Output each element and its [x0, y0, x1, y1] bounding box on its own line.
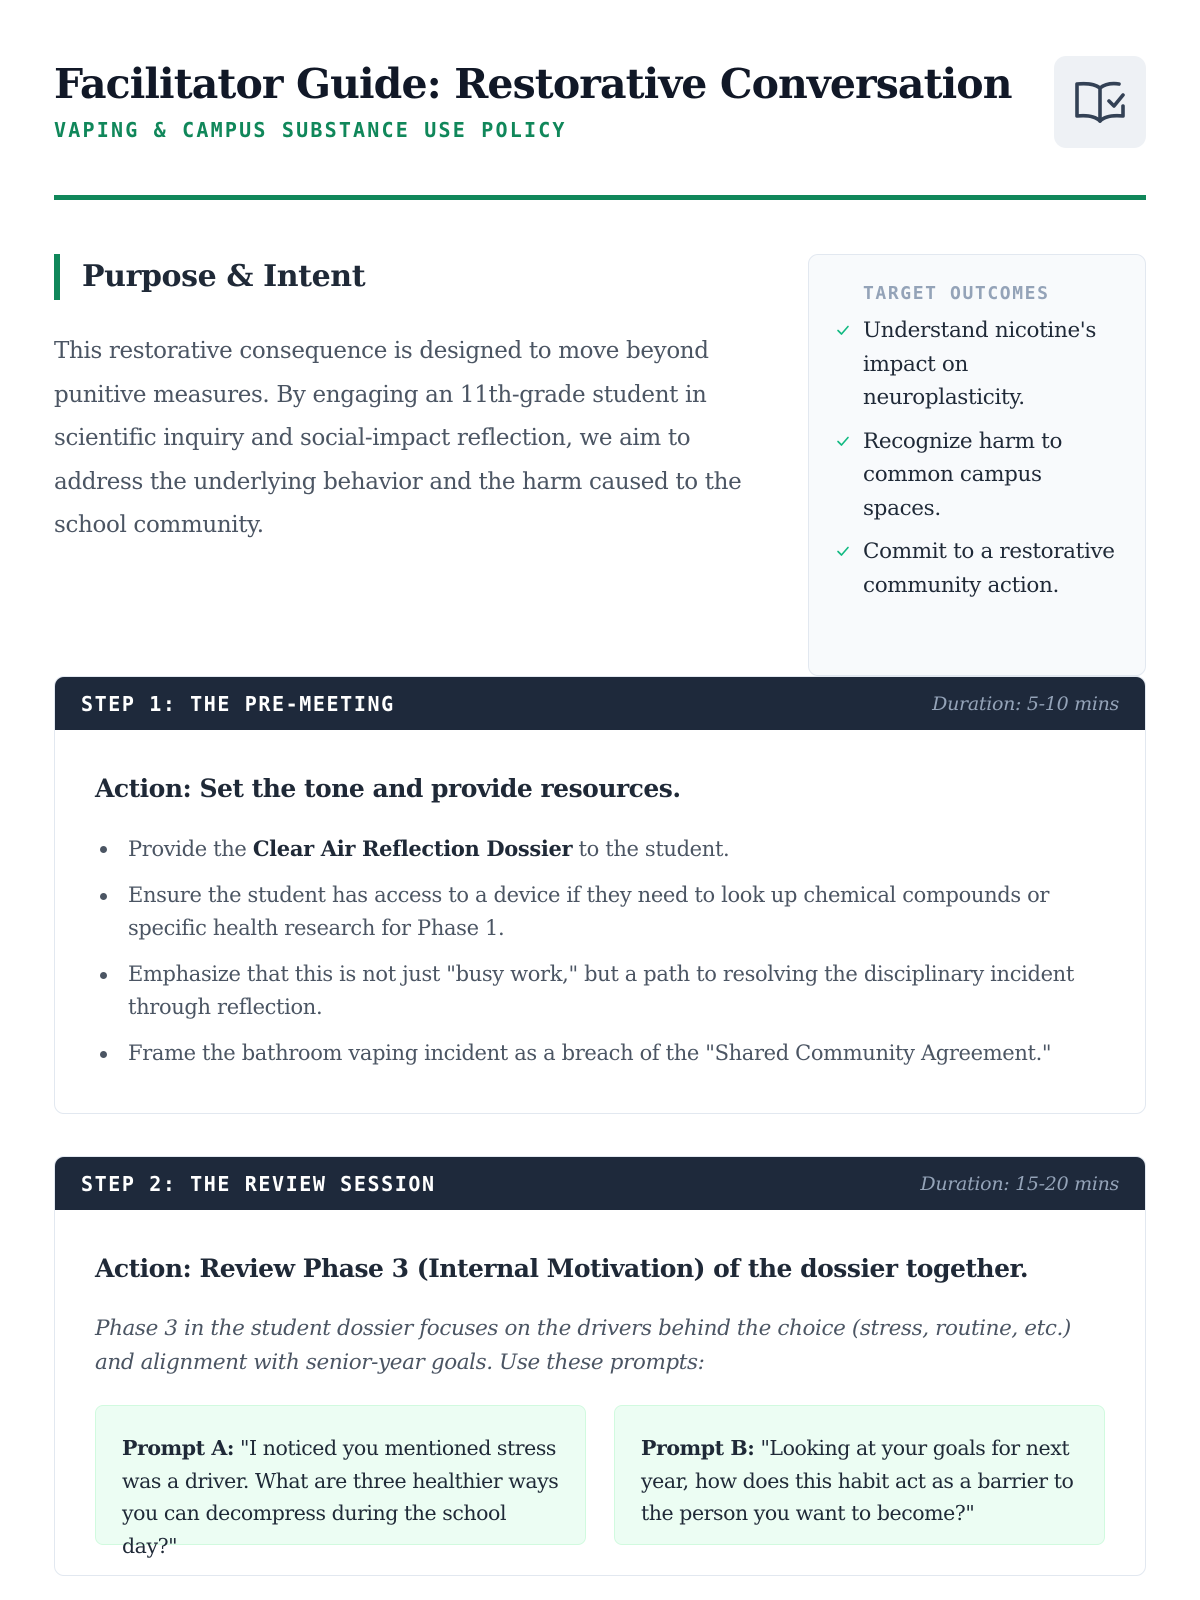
purpose-content	[54, 254, 774, 548]
prompt-card-a	[95, 1405, 586, 1558]
page-title: Facilitator Guide: Restorative Conversation	[54, 60, 1012, 108]
prompt-card-b	[614, 1405, 1105, 1545]
outcomes-title: TARGET OUTCOMES	[863, 283, 1050, 304]
step-2-duration: Duration: 15-20 mins	[920, 1172, 1119, 1195]
list-item: Emphasize that this is not just "busy work," but a path to resolving the disciplinary incident through reflection.	[95, 958, 1105, 1025]
prompt-label: Prompt A:	[122, 1436, 234, 1460]
step-2-note: Phase 3 in the student dossier focuses on the drivers behind the choice (stress, routine, etc.) and alignment with senior-year goals. Use these prompts:	[95, 1316, 1071, 1375]
list-item: Ensure the student has access to a device if they need to look up chemical compounds or specific health research for Phase 1.	[95, 879, 1105, 946]
page-subtitle: VAPING & CAMPUS SUBSTANCE USE POLICY	[54, 118, 567, 142]
book-check-icon	[1054, 56, 1146, 148]
check-icon	[835, 322, 851, 338]
step-2-body	[55, 1210, 1145, 1558]
step-1-action: Action: Set the tone and provide resources.	[95, 774, 681, 803]
list-item: Frame the bathroom vaping incident as a breach of the "Shared Community Agreement."	[95, 1037, 1105, 1071]
outcome-item	[835, 314, 1125, 415]
step-2-card	[54, 1156, 1146, 1576]
check-icon	[835, 543, 851, 559]
purpose-section	[54, 200, 1146, 676]
step-2-header	[55, 1157, 1145, 1210]
prompt-list	[95, 1405, 1105, 1558]
check-icon	[835, 433, 851, 449]
bullet-text-post: to the student.	[572, 837, 730, 861]
step-1-bullets	[95, 832, 1105, 1070]
outcome-text: Commit to a restorative community action.	[863, 539, 1115, 598]
step-1-card	[54, 676, 1146, 1114]
step-1-header	[55, 677, 1145, 730]
target-outcomes-card	[808, 254, 1146, 676]
outcome-text: Recognize harm to common campus spaces.	[863, 428, 1063, 521]
list-item	[95, 832, 1105, 867]
prompt-text: "Looking at your goals for next year, how does this habit act as a barrier to the person you want to become?"	[641, 1436, 1074, 1525]
outcome-item	[835, 425, 1125, 526]
step-1-body	[55, 730, 1145, 1070]
prompt-label: Prompt B:	[641, 1436, 755, 1460]
dossier-name: Clear Air Reflection Dossier	[252, 836, 573, 861]
step-1-duration: Duration: 5-10 mins	[932, 692, 1119, 715]
outcome-text: Understand nicotine's impact on neuroplasticity.	[863, 318, 1097, 410]
step-2-label: STEP 2: THE REVIEW SESSION	[81, 1171, 436, 1196]
bullet-text-pre: Provide the	[128, 837, 253, 861]
outcome-item	[835, 535, 1125, 602]
prompt-text: "I noticed you mentioned stress was a driver. What are three healthier ways you can decompress during the school day?"	[122, 1436, 559, 1558]
step-2-action: Action: Review Phase 3 (Internal Motivation) of the dossier together.	[95, 1254, 1029, 1283]
guide-header	[54, 0, 1146, 200]
purpose-paragraph: This restorative consequence is designed to move beyond punitive measures. By engaging an 11th-grade student in scientific inquiry and social-impact reflection, we aim to address the underlying behavior and the harm caused to the school community.	[54, 338, 742, 538]
section-heading: Purpose & Intent	[54, 254, 774, 300]
step-1-label: STEP 1: THE PRE-MEETING	[81, 691, 395, 716]
